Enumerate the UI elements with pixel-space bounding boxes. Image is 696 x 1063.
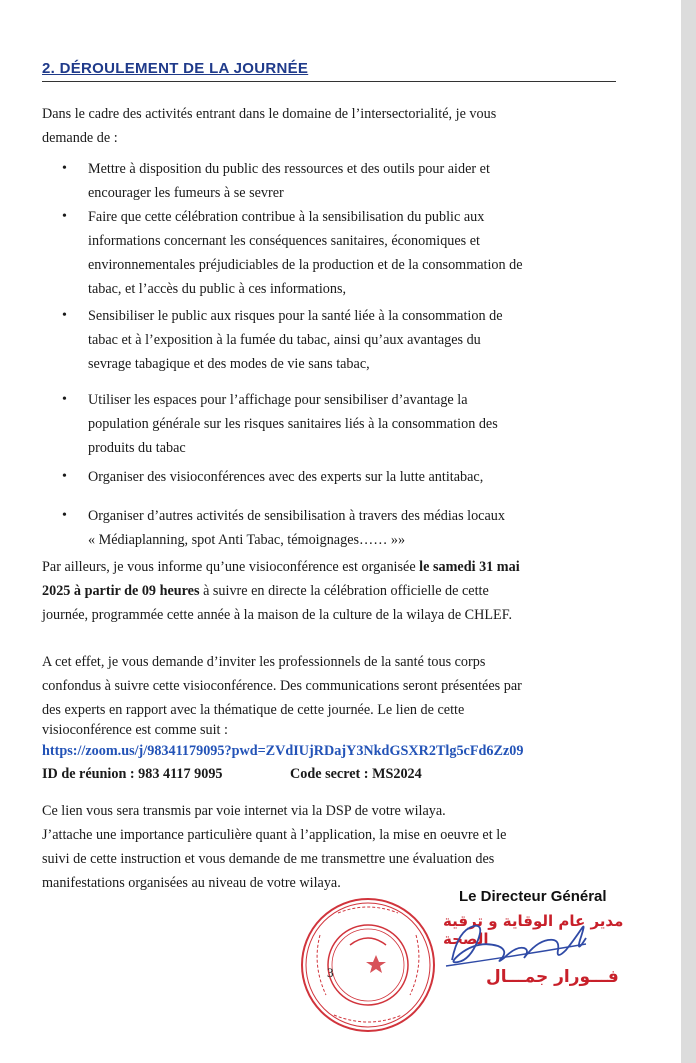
bullet-2-line-4: tabac, et l’accès du public à ces informations, (88, 281, 347, 297)
para1-time: 2025 à partir de 09 heures (42, 583, 200, 599)
para2-line-4: visioconférence est comme suit : (42, 722, 228, 738)
intro-line-1: Dans le cadre des activités entrant dans le domaine de l’intersectorialité, je vous (42, 106, 497, 122)
para2-line-1: A cet effet, je vous demande d’inviter les professionnels de la santé tous corps (42, 654, 486, 670)
bullet-2-line-2: informations concernant les conséquences sanitaires, économiques et (88, 233, 480, 249)
page-edge-shadow (681, 0, 696, 1063)
para2-line-2: confondus à suivre cette visioconférence. Des communications seront présentées par (42, 678, 522, 694)
heading-rule (42, 81, 616, 82)
bullet-6-line-1: Organiser d’autres activités de sensibilisation à travers des médias locaux (88, 508, 505, 524)
bullet-4-line-2: population générale sur les risques sanitaires liés à la consommation des (88, 416, 498, 432)
arabic-director-name: فـــورار جمـــال (486, 967, 619, 987)
secret-code: Code secret : MS2024 (290, 766, 422, 782)
para4-line-2: suivi de cette instruction et vous demande de me transmettre une évaluation des (42, 851, 495, 867)
bullet-dot: • (62, 209, 67, 224)
para1-line-2 (42, 580, 617, 604)
para2-line-3: des experts en rapport avec la thématique de cette journée. Le lien de cette (42, 702, 465, 718)
bullet-dot: • (62, 308, 67, 323)
bullet-1-line-1: Mettre à disposition du public des ressources et des outils pour aider et (88, 161, 490, 177)
bullet-3-line-1: Sensibiliser le public aux risques pour la santé liée à la consommation de (88, 308, 503, 324)
para1-text-a: Par ailleurs, je vous informe qu’une visioconférence est organisée (42, 559, 420, 575)
director-title: Le Directeur Général (459, 888, 607, 905)
bullet-4-line-3: produits du tabac (88, 440, 186, 456)
bullet-4-line-1: Utiliser les espaces pour l’affichage pour sensibiliser d’avantage la (88, 392, 468, 408)
bullet-2-line-1: Faire que cette célébration contribue à la sensibilisation du public aux (88, 209, 485, 225)
bullet-6-line-2: « Médiaplanning, spot Anti Tabac, témoignages…… »» (88, 532, 406, 548)
bullet-3-line-2: tabac et à l’exposition à la fumée du tabac, ainsi qu’aux avantages du (88, 332, 481, 348)
para1-line-3: journée, programmée cette année à la maison de la culture de la wilaya de CHLEF. (42, 607, 513, 623)
bullet-dot: • (62, 508, 67, 523)
bullet-dot: • (62, 161, 67, 176)
arabic-director-title: مدير عام الوقاية و ترقية الصحة (443, 912, 624, 948)
bullet-3-line-3: sevrage tabagique et des modes de vie sans tabac, (88, 356, 370, 372)
bullet-5-line-1: Organiser des visioconférences avec des experts sur la lutte antitabac, (88, 469, 484, 485)
page-number: 3 (327, 965, 334, 980)
bullet-dot: • (62, 392, 67, 407)
section-heading: 2. DÉROULEMENT DE LA JOURNÉE (42, 60, 309, 77)
bullet-dot: • (62, 469, 67, 484)
meeting-id: ID de réunion : 983 4117 9095 (42, 766, 223, 782)
para1-line-1 (42, 556, 617, 580)
para4-line-3: manifestations organisées au niveau de votre wilaya. (42, 875, 341, 891)
para3: Ce lien vous sera transmis par voie internet via la DSP de votre wilaya. (42, 803, 446, 819)
official-stamp-icon (298, 895, 438, 1035)
bullet-2-line-3: environnementales préjudiciables de la production et de la consommation de (88, 257, 523, 273)
zoom-link[interactable]: https://zoom.us/j/98341179095?pwd=ZVdIUjRDajY3NkdGSXR2Tlg5cFd6Zz09 (42, 743, 524, 759)
para1-date: le samedi 31 mai (419, 559, 520, 575)
para1-text-b: à suivre en directe la célébration officielle de cette (199, 583, 489, 599)
intro-line-2: demande de : (42, 130, 118, 146)
para4-line-1: J’attache une importance particulière quant à l’application, la mise en oeuvre et le (42, 827, 507, 843)
bullet-1-line-2: encourager les fumeurs à se sevrer (88, 185, 284, 201)
